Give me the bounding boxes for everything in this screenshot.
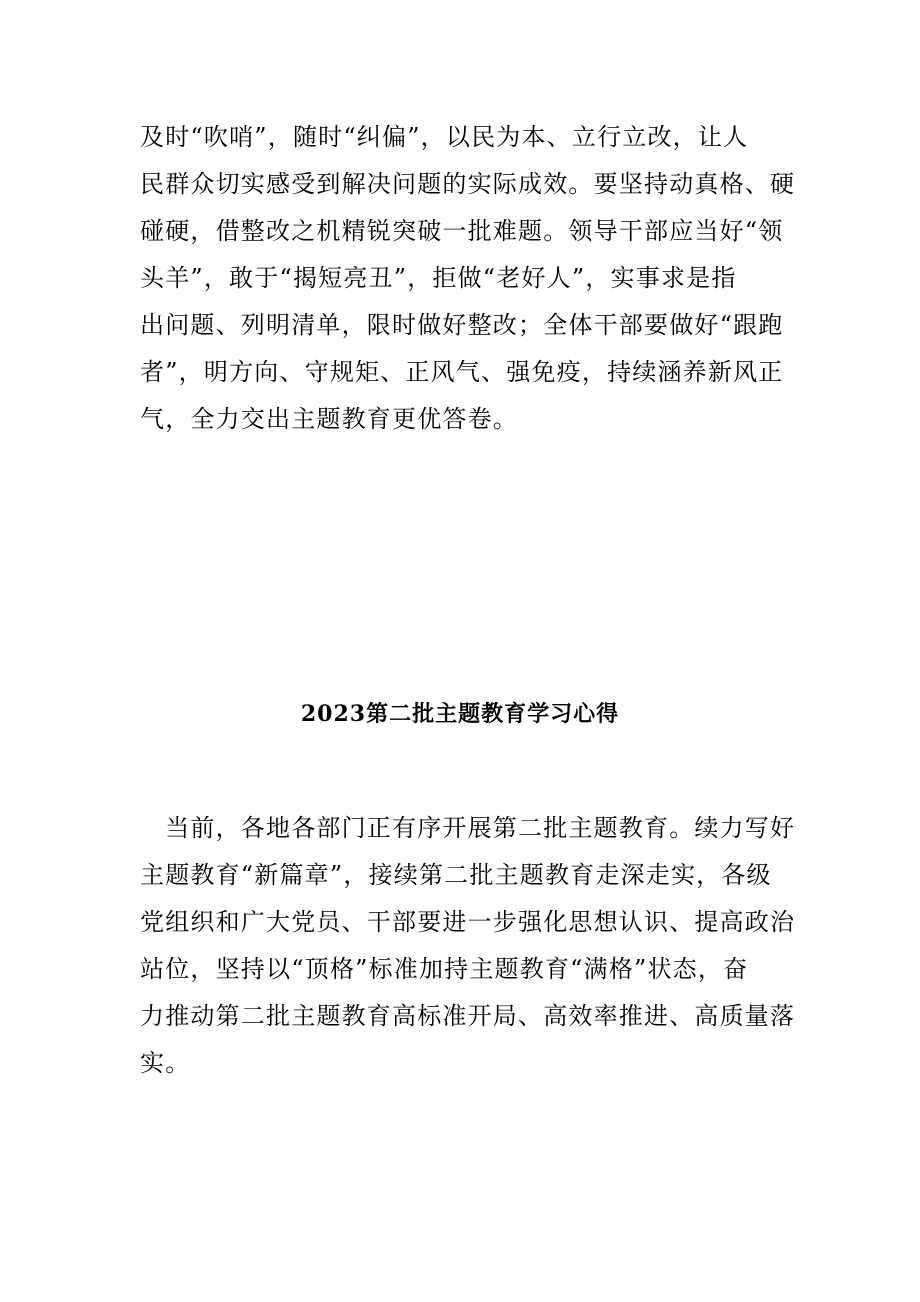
document-title: 2023第二批主题教育学习心得 — [300, 701, 620, 727]
paragraph-line: 者”，明方向、守规矩、正风气、强免疫，持续涵养新风正 — [140, 358, 784, 386]
paragraph-line: 主题教育“新篇章”，接续第二批主题教育走深走实，各级 — [140, 861, 772, 889]
paragraph-line: 出问题、列明清单，限时做好整改；全体干部要做好“跟跑 — [140, 311, 784, 339]
paragraph-line: 头羊”，敢于“揭短亮丑”，拒做“老好人”，实事求是指 — [140, 264, 737, 292]
paragraph-line: 实。 — [140, 1049, 191, 1077]
paragraph-line: 民群众切实感受到解决问题的实际成效。要坚持动真格、硬 — [140, 170, 796, 198]
paragraph-line: 力推动第二批主题教育高标准开局、高效率推进、高质量落 — [140, 1002, 796, 1030]
paragraph-line: 碰硬，借整改之机精锐突破一批难题。领导干部应当好“领 — [140, 217, 784, 245]
paragraph-line: 当前，各地各部门正有序开展第二批主题教育。续力写好 — [140, 814, 796, 842]
intro-paragraph — [140, 805, 800, 1087]
paragraph-line: 站位，坚持以“顶格”标准加持主题教育“满格”状态，奋 — [140, 955, 749, 983]
paragraph-line: 气，全力交出主题教育更优答卷。 — [140, 405, 518, 433]
continued-paragraph — [140, 114, 800, 443]
paragraph-line: 及时“吹哨”，随时“纠偏”，以民为本、立行立改，让人 — [140, 123, 749, 151]
paragraph-line: 党组织和广大党员、干部要进一步强化思想认识、提高政治 — [140, 908, 796, 936]
